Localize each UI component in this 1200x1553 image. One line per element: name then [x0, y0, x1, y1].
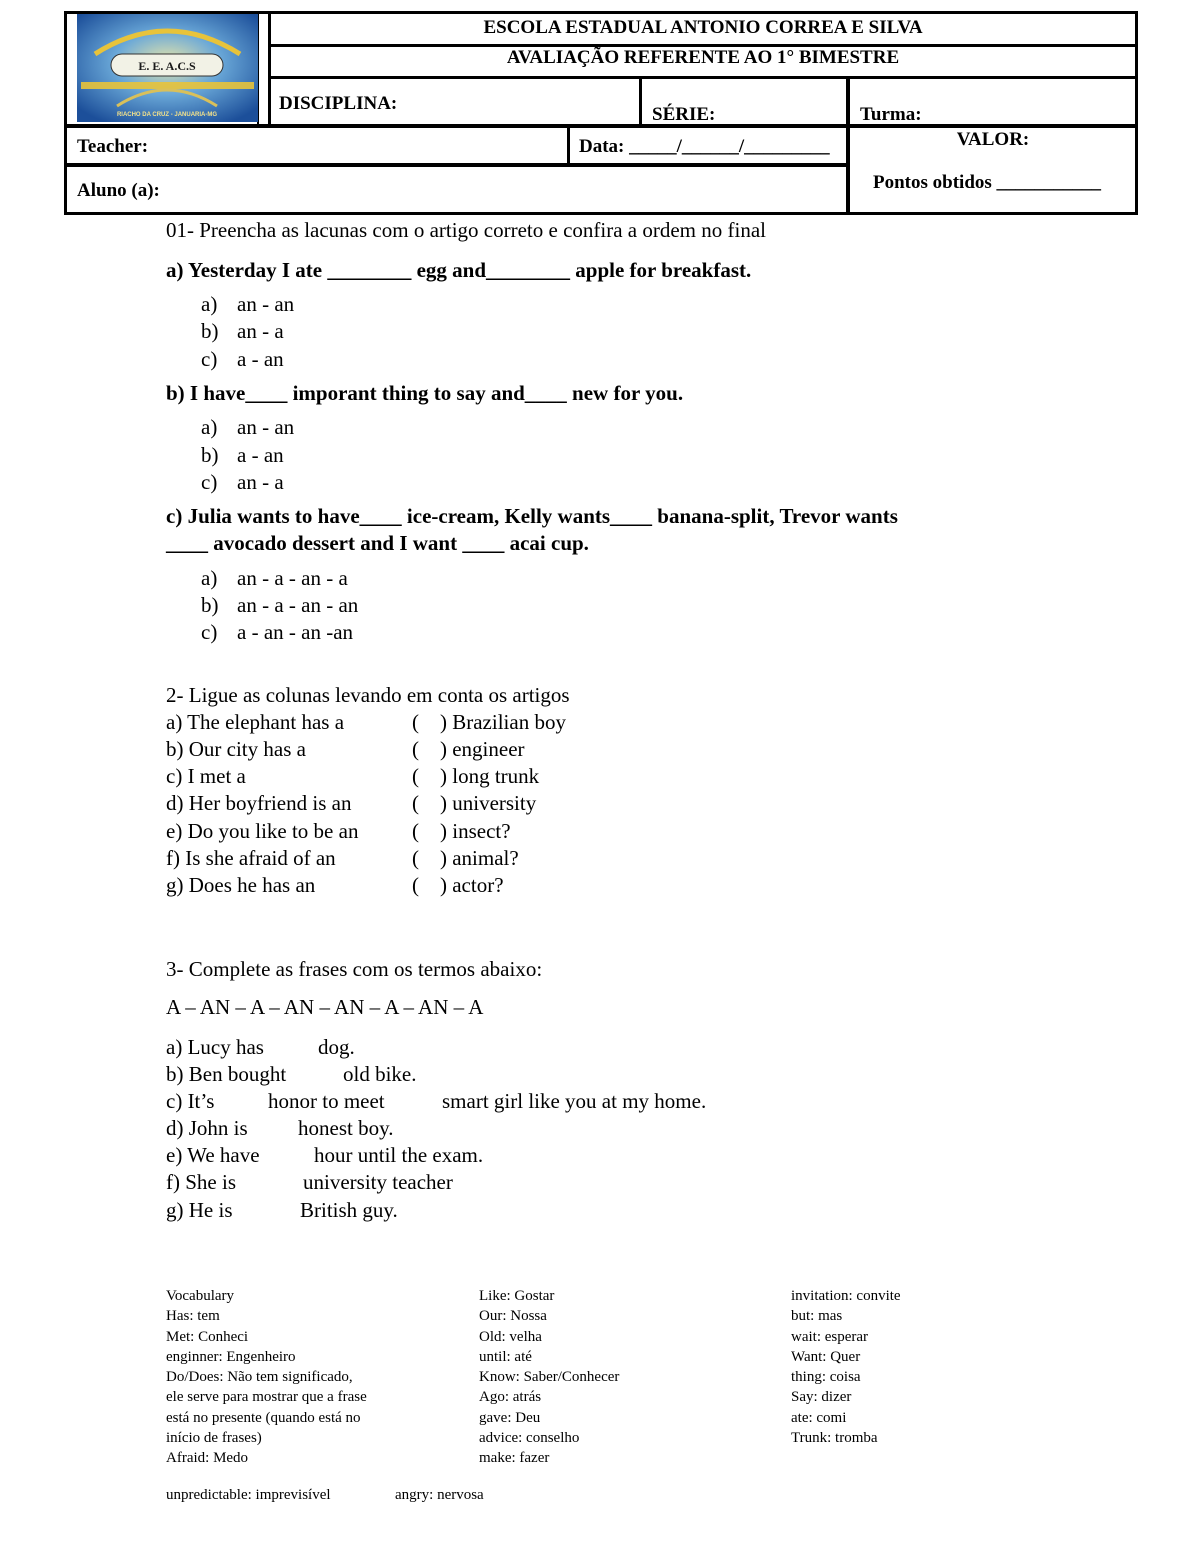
- vocabulary-entry: advice: conselho: [479, 1430, 580, 1447]
- q2-right-item: ( ) engineer: [412, 737, 525, 761]
- q3-sentence-d-end: honest boy.: [298, 1116, 394, 1140]
- q3-terms: A – AN – A – AN – AN – A – AN – A: [166, 995, 484, 1019]
- q1c-prompt-cont: ____ avocado dessert and I want ____ acai cup.: [166, 531, 589, 555]
- q2-left-item: b) Our city has a: [166, 737, 306, 761]
- aluno-label: Aluno (a):: [77, 180, 160, 201]
- vocabulary-footer-2: angry: nervosa: [395, 1487, 484, 1503]
- pontos-label: Pontos obtidos ___________: [873, 172, 1102, 193]
- q2-right-item: ( ) long trunk: [412, 764, 540, 788]
- q3-sentence-b-end: old bike.: [343, 1062, 417, 1086]
- vocabulary-entry: Met: Conheci: [166, 1328, 249, 1345]
- q2-right-item: ( ) actor?: [412, 873, 504, 897]
- q2-left-item: c) I met a: [166, 764, 246, 788]
- vocabulary-footer-1: unpredictable: imprevisível: [166, 1487, 331, 1503]
- vocabulary-entry: Trunk: tromba: [791, 1430, 878, 1447]
- q3-sentence-g-start: g) He is: [166, 1198, 233, 1222]
- logo-bottom-text: RIACHO DA CRUZ - JANUARIA-MG: [116, 112, 218, 118]
- vocabulary-entry: Like: Gostar: [479, 1288, 555, 1304]
- vocabulary-entry: Old: velha: [479, 1328, 542, 1345]
- q3-sentence-d-start: d) John is: [166, 1116, 248, 1140]
- vocabulary-entry: Want: Quer: [791, 1348, 861, 1365]
- vocabulary-entry: Has: tem: [166, 1308, 220, 1325]
- q2-right-item: ( ) animal?: [412, 846, 519, 870]
- q2-right-item: ( ) insect?: [412, 819, 511, 843]
- vocabulary-entry: thing: coisa: [791, 1369, 861, 1386]
- option-text: an - a: [237, 470, 284, 494]
- vocabulary-entry: but: mas: [791, 1308, 843, 1325]
- valor-label: VALOR:: [956, 129, 1030, 150]
- q1a-prompt: a) Yesterday I ate ________ egg and________ apple for breakfast.: [166, 258, 752, 282]
- disciplina-label: DISCIPLINA:: [279, 93, 398, 114]
- vocabulary-entry: está no presente (quando está no: [166, 1409, 361, 1426]
- vocabulary-column-3: [791, 1286, 901, 1448]
- divider: [269, 76, 1137, 79]
- q3-sentence-e-start: e) We have: [166, 1143, 260, 1167]
- evaluation-title: AVALIAÇÃO REFERENTE AO 1° BIMESTRE: [506, 47, 900, 68]
- option-letter: b): [201, 319, 219, 343]
- vocabulary-entry: make: fazer: [479, 1450, 550, 1467]
- school-logo: [77, 14, 258, 122]
- vocabulary-entry: until: até: [479, 1348, 532, 1365]
- option-text: an - a - an - an: [237, 593, 359, 617]
- q1b-prompt: b) I have____ imporant thing to say and____ new for you.: [166, 381, 684, 405]
- option-letter: b): [201, 593, 219, 617]
- q3-sentence-c-mid: honor to meet: [268, 1089, 385, 1113]
- q3-sentence-c-start: c) It’s: [166, 1089, 215, 1113]
- q3-sentence-f-start: f) She is: [166, 1170, 236, 1194]
- q3-sentence-f-end: university teacher: [303, 1170, 453, 1194]
- option-letter: a): [201, 415, 218, 439]
- vocabulary-entry: enginner: Engenheiro: [166, 1348, 296, 1365]
- vocabulary-entry: Our: Nossa: [479, 1308, 547, 1325]
- vocabulary-entry: invitation: convite: [791, 1288, 901, 1304]
- q3-sentence-b-start: b) Ben bought: [166, 1062, 287, 1086]
- vocabulary-entry: Vocabulary: [166, 1288, 235, 1304]
- vocabulary-entry: gave: Deu: [479, 1409, 541, 1426]
- vocabulary-column-1: [166, 1286, 367, 1469]
- question-3-title: 3- Complete as frases com os termos abaixo:: [166, 957, 543, 981]
- q2-left-item: d) Her boyfriend is an: [166, 791, 352, 815]
- q3-sentence-a-end: dog.: [318, 1035, 355, 1059]
- q2-left-item: a) The elephant has a: [166, 710, 345, 734]
- option-text: an - an: [237, 415, 295, 439]
- option-letter: c): [201, 470, 218, 494]
- option-letter: c): [201, 347, 218, 371]
- q3-sentence-g-end: British guy.: [300, 1198, 398, 1222]
- logo-badge-text: E. E. A.C.S: [138, 59, 196, 73]
- vocabulary-entry: Say: dizer: [791, 1389, 852, 1406]
- school-name: ESCOLA ESTADUAL ANTONIO CORREA E SILVA: [483, 17, 923, 38]
- question-2-title: 2- Ligue as colunas levando em conta os artigos: [166, 683, 570, 707]
- option-text: a - an: [237, 443, 284, 467]
- vocabulary-entry: Do/Does: Não tem significado,: [166, 1369, 353, 1386]
- vocabulary-entry: início de frases): [166, 1430, 262, 1447]
- divider: [64, 124, 1138, 128]
- q3-sentence-e-end: hour until the exam.: [314, 1143, 484, 1167]
- vocabulary-entry: Ago: atrás: [479, 1389, 542, 1406]
- date-field: Data: _____/______/_________: [579, 136, 830, 157]
- serie-label: SÉRIE:: [652, 104, 716, 125]
- q2-left-item: f) Is she afraid of an: [166, 846, 336, 870]
- option-text: a - an - an -an: [237, 620, 354, 644]
- question-1-title: 01- Preencha as lacunas com o artigo correto e confira a ordem no final: [166, 218, 766, 242]
- q2-right-item: ( ) university: [412, 791, 537, 815]
- option-letter: c): [201, 620, 218, 644]
- vocabulary-entry: Know: Saber/Conhecer: [479, 1369, 620, 1386]
- q3-sentence-a-start: a) Lucy has: [166, 1035, 264, 1059]
- vocabulary-entry: ate: comi: [791, 1409, 847, 1426]
- q2-left-item: g) Does he has an: [166, 873, 316, 897]
- option-letter: a): [201, 292, 218, 316]
- turma-label: Turma:: [860, 104, 922, 125]
- divider: [64, 163, 850, 167]
- option-text: an - an: [237, 292, 295, 316]
- option-text: a - an: [237, 347, 284, 371]
- vocabulary-entry: wait: esperar: [791, 1328, 869, 1345]
- teacher-label: Teacher:: [77, 136, 149, 157]
- vocabulary-column-2: [479, 1286, 619, 1469]
- q1c-prompt: c) Julia wants to have____ ice-cream, Kelly wants____ banana-split, Trevor wants: [166, 504, 898, 528]
- q3-sentence-c-end: smart girl like you at my home.: [442, 1089, 707, 1113]
- vocabulary-entry: ele serve para mostrar que a frase: [166, 1389, 367, 1406]
- divider: [567, 126, 570, 166]
- q2-left-item: e) Do you like to be an: [166, 819, 359, 843]
- divider: [639, 77, 642, 126]
- q2-right-item: ( ) Brazilian boy: [412, 710, 566, 734]
- option-text: an - a: [237, 319, 284, 343]
- vocabulary-entry: Afraid: Medo: [166, 1450, 249, 1467]
- option-text: an - a - an - a: [237, 566, 348, 590]
- option-letter: a): [201, 566, 218, 590]
- option-letter: b): [201, 443, 219, 467]
